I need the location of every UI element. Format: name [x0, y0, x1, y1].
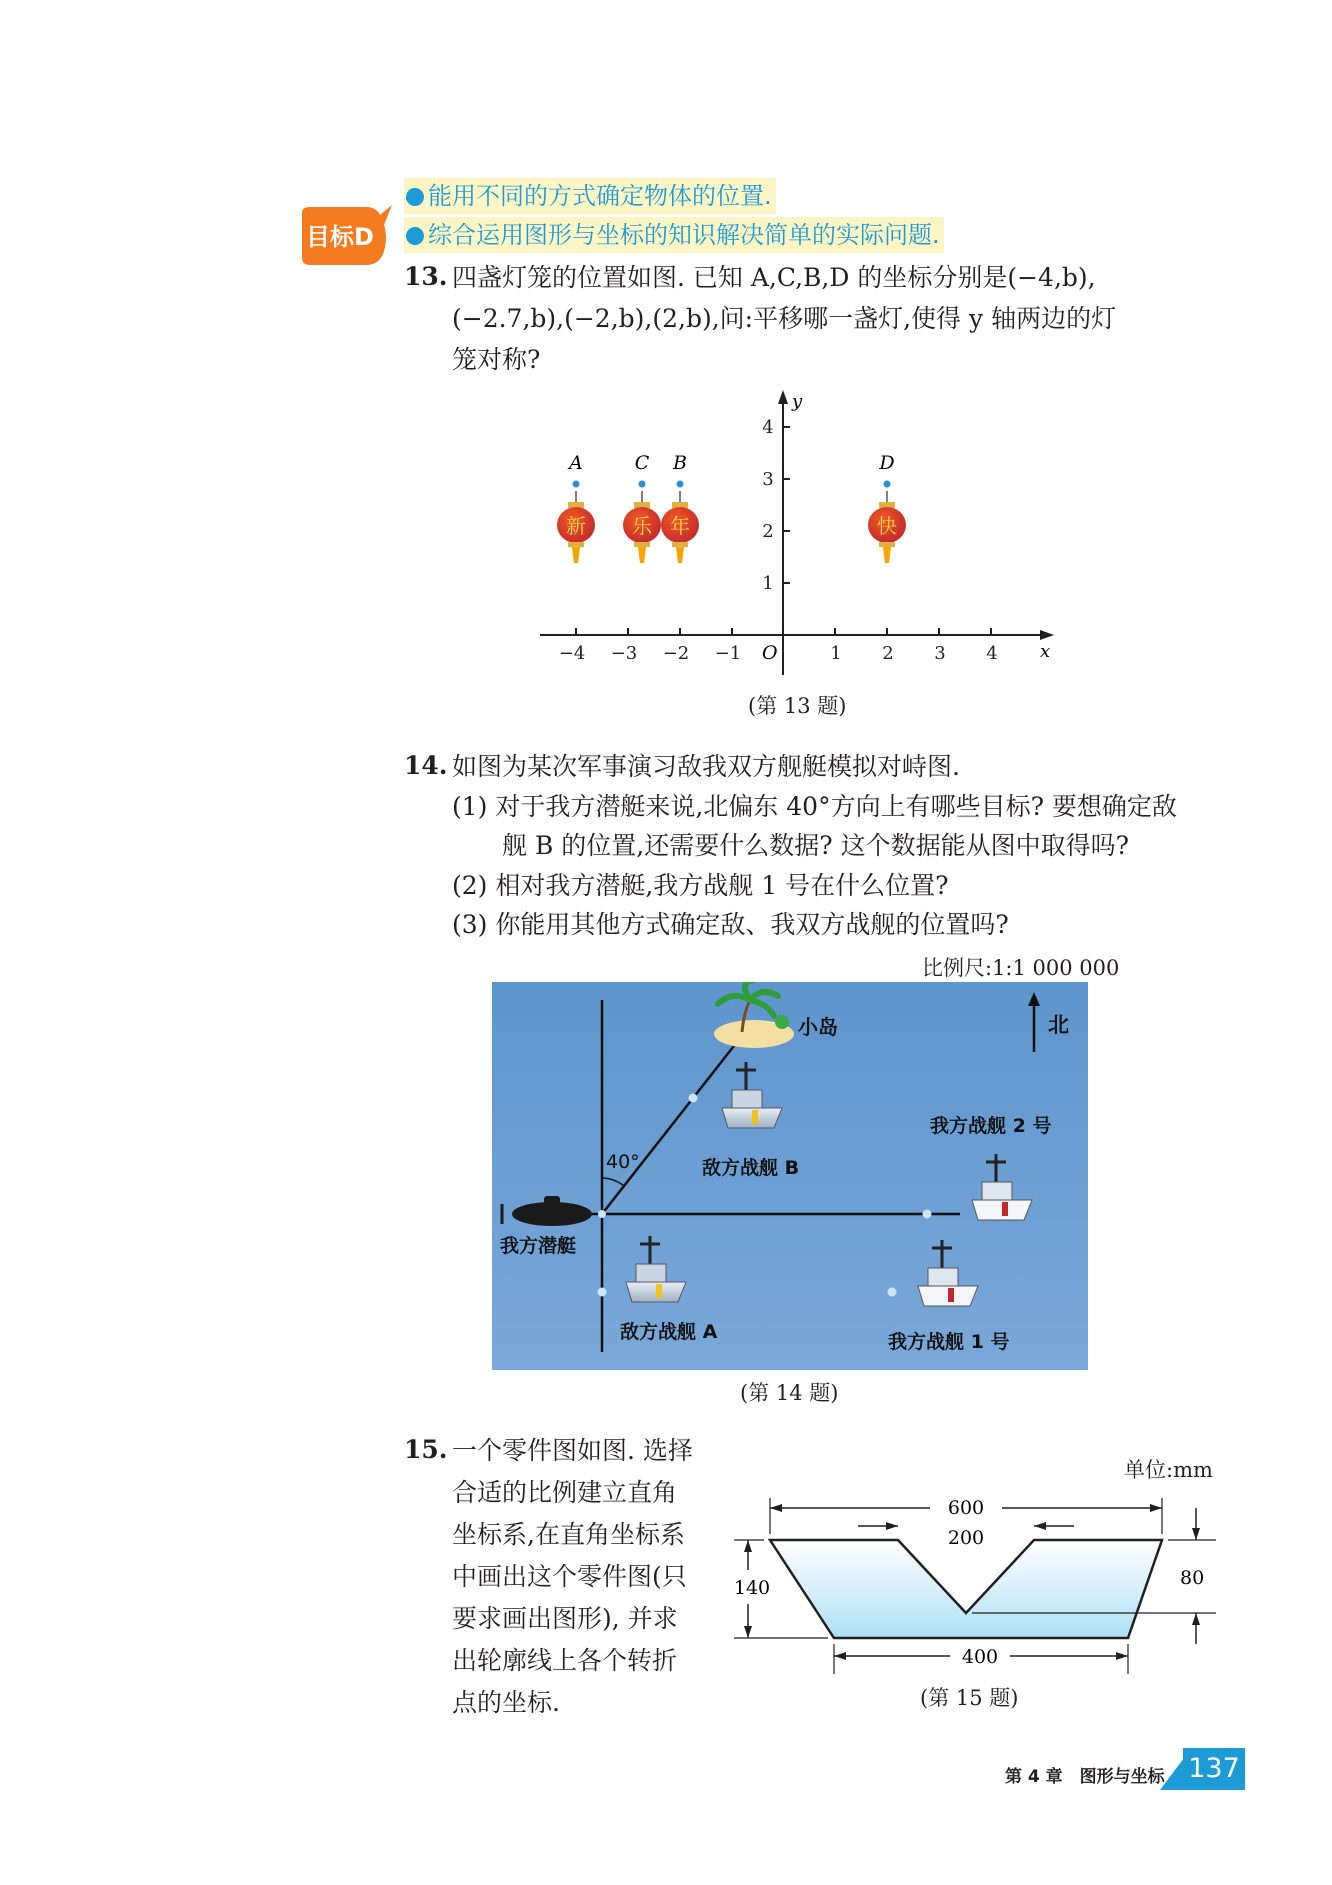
island-label: 小岛 — [798, 1015, 838, 1039]
q14-scale: 比例尺:1:1 000 000 — [922, 956, 1120, 980]
goal-item-2: 综合运用图形与坐标的知识解决简单的实际问题. — [404, 217, 944, 253]
q15-unit: 单位:mm — [1124, 1458, 1213, 1482]
q15-part-drawing — [730, 1478, 1230, 1678]
q13-line-2: (−2.7,b),(−2,b),(2,b),问:平移哪一盏灯,使得 y 轴两边的灯 — [452, 304, 1117, 333]
x-tick: −3 — [610, 643, 638, 664]
q15-line: 点的坐标. — [452, 1688, 560, 1717]
q14-intro: 如图为某次军事演习敌我双方舰艇模拟对峙图. — [452, 752, 960, 781]
page-number: 137 — [1183, 1748, 1245, 1790]
own-ship-1-label: 我方战舰 1 号 — [888, 1331, 1010, 1353]
q15-number: 15. — [404, 1435, 448, 1464]
submarine-label: 我方潜艇 — [500, 1235, 577, 1257]
point-b — [677, 481, 684, 488]
point-a — [573, 481, 580, 488]
x-tick: 1 — [830, 643, 842, 664]
enemy-ship-a-label: 敌方战舰 A — [620, 1321, 718, 1343]
x-tick: 2 — [882, 643, 894, 664]
q15-line: 中画出这个零件图(只 — [452, 1562, 687, 1591]
point-label-a: A — [569, 452, 583, 474]
y-tick: 3 — [762, 469, 774, 490]
q14-number: 14. — [404, 751, 448, 780]
point-label-d: D — [879, 452, 895, 474]
x-tick: 3 — [934, 643, 946, 664]
bullet-icon — [406, 227, 424, 245]
dim-top: 600 — [947, 1497, 985, 1519]
point-label-b: B — [673, 452, 687, 474]
bullet-icon — [406, 188, 424, 206]
q15-line: 坐标系,在直角坐标系 — [452, 1520, 685, 1549]
q15-caption: (第 15 题) — [920, 1686, 1019, 1710]
origin-label: O — [762, 642, 778, 664]
goal-badge — [296, 205, 392, 269]
y-tick: 2 — [762, 521, 774, 542]
lantern-char: 快 — [877, 514, 897, 538]
lantern-c — [623, 491, 661, 563]
lantern-b — [661, 491, 699, 563]
point-label-c: C — [634, 452, 650, 474]
y-tick: 1 — [762, 573, 774, 594]
lantern-d — [868, 491, 906, 563]
dim-right: 80 — [1180, 1567, 1205, 1589]
q14-sub3: (3) 你能用其他方式确定敌、我双方战舰的位置吗? — [452, 910, 1009, 939]
lantern-char: 新 — [566, 514, 586, 538]
q13-line-3: 笼对称? — [452, 345, 541, 374]
q14-sub2: (2) 相对我方潜艇,我方战舰 1 号在什么位置? — [452, 871, 949, 900]
x-axis-label: x — [1040, 641, 1051, 662]
q14-battle-map — [492, 982, 1088, 1370]
y-axis-label: y — [792, 391, 803, 412]
lantern-char: 乐 — [632, 514, 652, 538]
x-tick: −2 — [662, 643, 690, 664]
q14-sub1-line2: 舰 B 的位置,还需要什么数据? 这个数据能从图中取得吗? — [502, 831, 1129, 860]
chapter-footer: 第 4 章 图形与坐标 — [1005, 1767, 1165, 1787]
x-tick: −1 — [714, 643, 742, 664]
q15-line: 合适的比例建立直角 — [452, 1478, 678, 1507]
point-c — [639, 481, 646, 488]
dim-left: 140 — [733, 1577, 771, 1599]
q13-caption: (第 13 题) — [748, 694, 847, 718]
lantern-a — [557, 491, 595, 563]
x-tick: −4 — [558, 643, 586, 664]
q15-line: 出轮廓线上各个转折 — [452, 1646, 678, 1675]
q15-line: 要求画出图形), 并求 — [452, 1604, 678, 1633]
q15-text — [452, 1430, 693, 1724]
north-label: 北 — [1048, 1013, 1069, 1037]
q13-number: 13. — [404, 262, 448, 291]
q13-line-1: 四盏灯笼的位置如图. 已知 A,C,B,D 的坐标分别是(−4,b), — [452, 263, 1096, 292]
angle-label: 40° — [606, 1151, 640, 1173]
point-d — [884, 481, 891, 488]
q14-caption: (第 14 题) — [740, 1381, 839, 1405]
page-tab-icon — [1160, 1748, 1184, 1790]
q15-line: 一个零件图如图. 选择 — [452, 1436, 693, 1465]
enemy-ship-b-label: 敌方战舰 B — [702, 1157, 800, 1179]
q13-coordinate-figure — [530, 385, 1060, 685]
own-ship-2-label: 我方战舰 2 号 — [930, 1115, 1052, 1137]
y-tick: 4 — [762, 417, 774, 438]
dim-notch: 200 — [947, 1527, 985, 1549]
goal-badge-label: 目标D — [306, 223, 374, 251]
dim-bottom: 400 — [961, 1646, 999, 1668]
part-outline — [770, 1540, 1162, 1638]
goal-item-1: 能用不同的方式确定物体的位置. — [404, 178, 776, 214]
x-tick: 4 — [986, 643, 998, 664]
lantern-char: 年 — [670, 514, 690, 538]
q14-sub1-line1: (1) 对于我方潜艇来说,北偏东 40°方向上有哪些目标? 要想确定敌 — [452, 792, 1177, 821]
